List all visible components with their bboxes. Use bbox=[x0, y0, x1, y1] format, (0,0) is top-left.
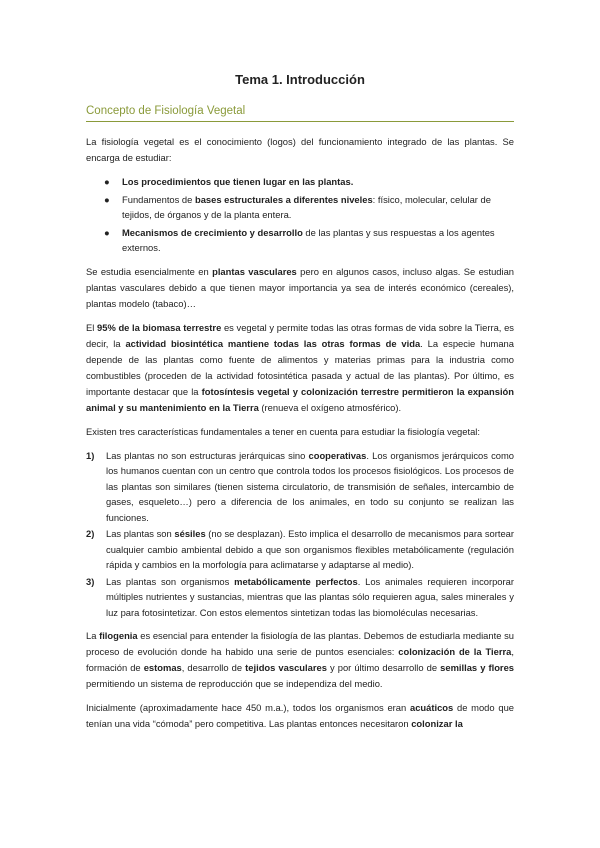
bold-run: cooperativas bbox=[308, 449, 367, 461]
list-item bbox=[104, 225, 514, 256]
item-number: 3) bbox=[86, 575, 95, 587]
text-run: Inicialmente (aproximadamente hace 450 m.a.), todos los organismos eran bbox=[86, 702, 410, 713]
bullet-text: de las plantas y sus respuestas a los agentes externos. bbox=[122, 226, 495, 253]
text-run: Las plantas son bbox=[106, 528, 175, 539]
list-item bbox=[104, 192, 514, 223]
text-run: , desarrollo de bbox=[181, 662, 246, 673]
document-page bbox=[86, 64, 514, 740]
section-divider bbox=[86, 121, 514, 122]
numbered-item bbox=[86, 448, 514, 526]
bold-run: fotosíntesis vegetal y colonización terrestre permitieron la expansión animal y su mantenimiento en la Tierra bbox=[86, 385, 514, 413]
bullet-bold: Mecanismos de crecimiento y desarrollo bbox=[122, 226, 303, 238]
text-run: . La especie humana depende de las plantas como fuente de alimentos y materias primas para la industria como combustibles (proceden de la actividad fotosintética pasada y actual de las plantas). Por último, es importante destacar que la bbox=[86, 337, 514, 397]
bullet-list bbox=[86, 174, 514, 256]
numbered-list bbox=[86, 448, 514, 621]
text-run: es esencial para entender la fisiología de las plantas. Debemos de estudiarla mediante su proceso de evolución donde ha habido una serie de puntos esenciales: bbox=[86, 630, 514, 657]
bold-run: plantas vasculares bbox=[212, 265, 297, 277]
numbered-item bbox=[86, 574, 514, 621]
text-run: Las plantas no son estructuras jerárquicas sino bbox=[106, 449, 309, 461]
text-run: (renueva el oxígeno atmosférico). bbox=[258, 401, 402, 413]
text-run: permitiendo un sistema de reproducción que se independiza del medio. bbox=[86, 678, 383, 689]
text-run: de modo que tenían una vida “cómoda” pero competitiva. Las plantas entonces necesitaron bbox=[86, 702, 514, 729]
text-run: Se estudia esencialmente en bbox=[86, 265, 213, 277]
bullet-text: : físico, molecular, celular de tejidos, de órganos y de la planta entera. bbox=[122, 193, 491, 220]
bold-run: tejidos vasculares bbox=[245, 662, 327, 673]
item-number: 1) bbox=[86, 449, 95, 461]
bold-run: filogenia bbox=[99, 630, 138, 641]
page-title: Tema 1. Introducción bbox=[235, 72, 365, 87]
text-run: Las plantas son organismos bbox=[106, 575, 235, 587]
vascular-plants-paragraph bbox=[86, 264, 514, 312]
bullet-icon: ● bbox=[104, 226, 110, 238]
bold-run: estomas bbox=[143, 662, 182, 673]
section-heading: Concepto de Fisiología Vegetal bbox=[86, 105, 246, 117]
bullet-icon: ● bbox=[104, 176, 110, 187]
bold-run: semillas y flores bbox=[440, 662, 515, 673]
text-run: La bbox=[86, 630, 100, 641]
intro-paragraph: La fisiología vegetal es el conocimiento (logos) del funcionamiento integrado de las plantas. Se encarga de estudiar: bbox=[86, 136, 514, 163]
numbered-item bbox=[86, 526, 514, 573]
text-run: El bbox=[86, 321, 98, 333]
bold-run: 95% de la biomasa terrestre bbox=[97, 321, 222, 333]
text-run: es vegetal y permite todas las otras formas de vida sobre la Tierra, es decir, la bbox=[86, 321, 514, 349]
text-run: pero en algunos casos, incluso algas. Se estudian plantas vasculares debido a que tienen mayor importancia ya sea de interés económico (cereales), plantas modelo (tabaco)… bbox=[86, 265, 515, 309]
text-run: , formación de bbox=[86, 646, 514, 673]
text-run: (no se desplazan). Esto implica el desarrollo de mecanismos para sortear cualquier cambio ambiental debido a que son organismos flexibles metabólicamente (regulación rápida y cambios en la morfología para aclimatarse y adaptarse al medio). bbox=[106, 528, 514, 570]
phylogeny-paragraph bbox=[86, 628, 514, 692]
list-item bbox=[104, 174, 514, 190]
text-run: . Los animales requieren incorporar múltiples nutrientes y sustancias, mientras que las plantas sólo requieren agua, sales minerales y luz para fotosintetizar. Con estos elementos sintetizan todas las biomoléculas necesarias. bbox=[106, 575, 514, 618]
biomass-paragraph bbox=[86, 320, 514, 416]
bullet-icon: ● bbox=[104, 193, 110, 205]
bullet-bold: Los procedimientos que tienen lugar en las plantas. bbox=[122, 176, 354, 187]
bold-run: sésiles bbox=[174, 528, 206, 539]
bold-run: metabólicamente perfectos bbox=[234, 575, 358, 587]
bold-run: acuáticos bbox=[409, 702, 454, 713]
characteristics-intro: Existen tres características fundamentales a tener en cuenta para estudiar la fisiología vegetal: bbox=[86, 425, 480, 437]
text-run: y por último desarrollo de bbox=[326, 662, 441, 673]
bold-run: colonización de la Tierra bbox=[398, 646, 512, 657]
text-run: . Los organismos jerárquicos como los humanos cuentan con un centro que controla todos los procesos fisiológicos. Los procesos de las plantas son similares (tienen sistema circulatorio, de transmisión de señales, intercambio de gases, esqueleto…) pero a diferencia de los animales, en todo su conjunto se realizan las funciones. bbox=[106, 449, 514, 523]
bold-run: actividad biosintética mantiene todas las otras formas de vida bbox=[125, 337, 421, 349]
bold-run: colonizar la bbox=[411, 718, 463, 729]
initial-paragraph bbox=[86, 700, 514, 732]
bullet-bold: bases estructurales a diferentes niveles bbox=[194, 193, 373, 205]
bullet-pre: Fundamentos de bbox=[122, 193, 195, 205]
item-number: 2) bbox=[86, 528, 95, 539]
